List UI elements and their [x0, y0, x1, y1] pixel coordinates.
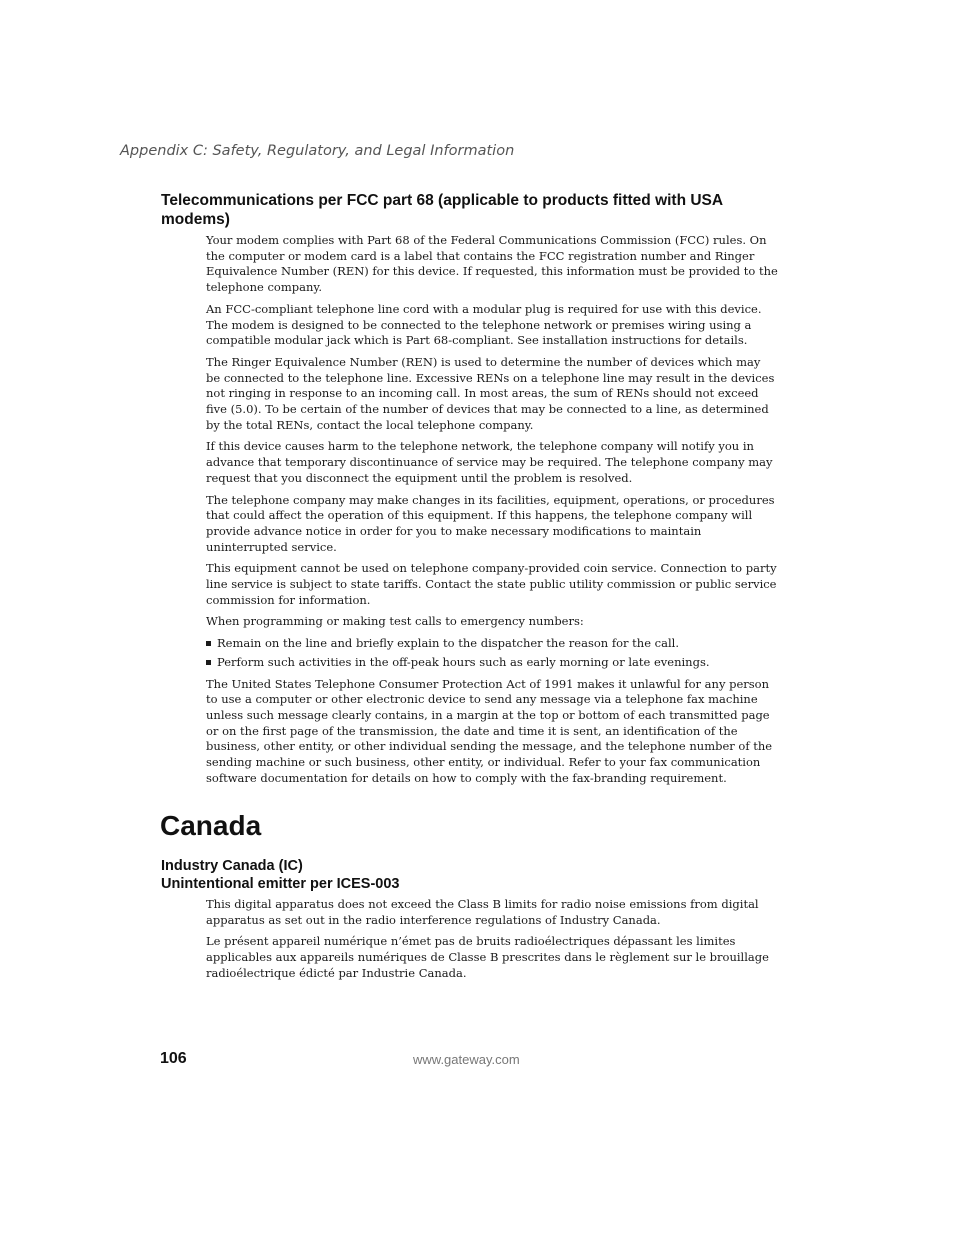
fcc-section-heading [161, 191, 761, 229]
emergency-call-bullet-list [206, 636, 778, 670]
square-bullet-icon [206, 641, 211, 646]
footer-url: www.gateway.com [413, 1052, 520, 1067]
fcc-paragraph: This equipment cannot be used on telephone company-provided coin service. Connection to party line service is subject to state tariffs. Contact the state public utility commission or public service commission for information. [206, 561, 777, 607]
canada-section-title: Canada [160, 810, 262, 841]
fcc-heading-line-1: Telecommunications per FCC part 68 (applicable to products fitted with USA [161, 192, 724, 209]
fcc-paragraph: If this device causes harm to the telephone network, the telephone company will notify you in advance that temporary discontinuance of service may be required. The telephone company may request that you disconnect the equipment until the problem is resolved. [206, 439, 773, 485]
bullet-text: Remain on the line and briefly explain to the dispatcher the reason for the call. [217, 636, 679, 651]
ic-heading-line-2: Unintentional emitter per ICES-003 [161, 876, 400, 892]
page-number: 106 [160, 1050, 187, 1067]
fcc-heading-line-2: modems) [161, 211, 230, 228]
running-header: Appendix C: Safety, Regulatory, and Legal Information [120, 143, 515, 159]
fcc-section-body [206, 233, 778, 793]
fcc-paragraph: An FCC-compliant telephone line cord with a modular plug is required for use with this device. The modem is designed to be connected to the telephone network or premises wiring using a compatible modular jack which is Part 68-compliant. See installation instructions for details. [206, 301, 762, 348]
canada-section-body [206, 897, 778, 988]
square-bullet-icon [206, 660, 211, 665]
ic-heading-line-1: Industry Canada (IC) [161, 858, 303, 874]
industry-canada-heading [161, 857, 400, 893]
fcc-closing-paragraph: The United States Telephone Consumer Protection Act of 1991 makes it unlawful for any person to use a computer or other electronic device to send any message via a telephone fax machine unless such message clearly contains, in a margin at the top or bottom of each transmitted page or on the first page of the transmission, the date and time it is sent, an identification of the business, other entity, or other individual sending the message, and the telephone number of the sending machine or such business, other entity, or individual. Refer to your fax communication software documentation for details on how to comply with the fax-branding requirement. [206, 676, 773, 785]
bullet-text: Perform such activities in the off-peak hours such as early morning or late evenings. [217, 654, 710, 669]
canada-paragraph-french: Le présent appareil numérique n’émet pas de bruits radioélectriques dépassant les limites applicables aux appareils numériques de Classe B prescrites dans le règlement sur le brouillage radioélectrique édicté par Industrie Canada. [206, 934, 769, 980]
fcc-paragraph: The telephone company may make changes in its facilities, equipment, operations, or procedures that could affect the operation of this equipment. If this happens, the telephone company will provide advance notice in order for you to make necessary modifications to maintain uninterrupted service. [206, 492, 775, 554]
fcc-paragraph: The Ringer Equivalence Number (REN) is used to determine the number of devices which may be connected to the telephone line. Excessive RENs on a telephone line may result in the devices not ringing in response to an incoming call. In most areas, the sum of RENs should not exceed five (5.0). To be certain of the number of devices that may be connected to a line, as determined by the total RENs, contact the local telephone company. [206, 354, 775, 432]
fcc-paragraph: When programming or making test calls to emergency numbers: [206, 614, 584, 629]
bullet-item [206, 655, 778, 671]
canada-paragraph-english: This digital apparatus does not exceed the Class B limits for radio noise emissions from digital apparatus as set out in the radio interference regulations of Industry Canada. [206, 897, 759, 927]
fcc-paragraph: Your modem complies with Part 68 of the Federal Communications Commission (FCC) rules. On the computer or modem card is a label that contains the FCC registration number and Ringer Equivalence Number (REN) for this device. If requested, this information must be provided to the telephone company. [206, 233, 778, 295]
bullet-item [206, 636, 778, 652]
